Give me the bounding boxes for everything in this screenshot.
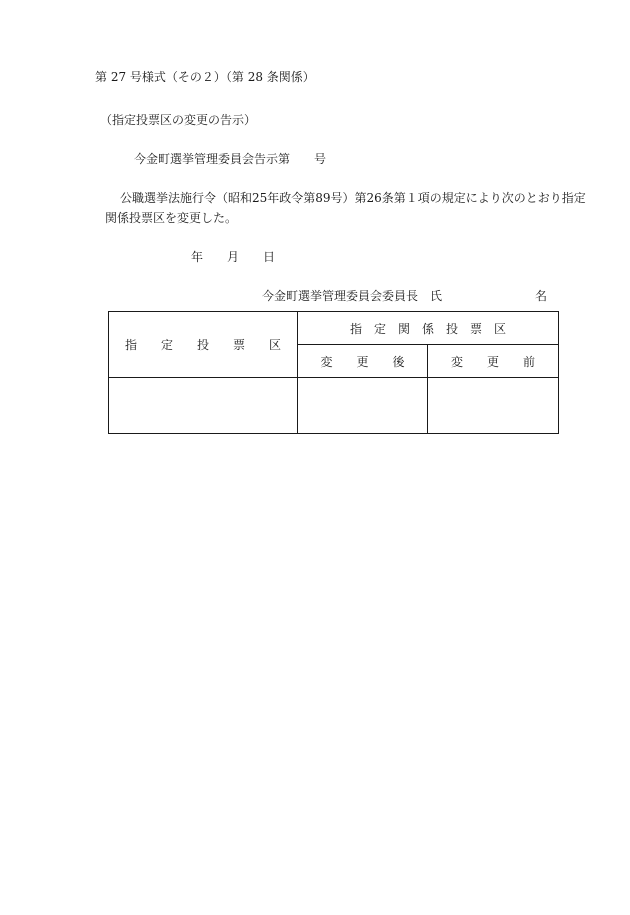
- table-header-row: [109, 312, 559, 345]
- header-designated-district: 指 定 投 票 区: [109, 312, 298, 378]
- notice-number: 今金町選挙管理委員会告示第 号: [134, 152, 327, 166]
- header-after-change: 変 更 後: [298, 345, 428, 378]
- body-text-line-2: 関係投票区を変更した。: [105, 211, 238, 225]
- body-text-line-1: 公職選挙法施行令（昭和25年政令第89号）第26条第１項の規定により次のとおり指定: [120, 191, 586, 205]
- table-row: [109, 378, 559, 434]
- form-title: 第 27 号様式（その２）（第 28 条関係）: [95, 70, 315, 84]
- cell-designated-district[interactable]: [109, 378, 298, 434]
- notice-subtitle: （指定投票区の変更の告示）: [100, 113, 257, 127]
- signature-name-suffix: 名: [535, 289, 548, 303]
- header-related-district: 指 定 関 係 投 票 区: [298, 312, 559, 345]
- cell-after-change[interactable]: [298, 378, 428, 434]
- date-line: 年 月 日: [191, 250, 276, 264]
- header-before-change: 変 更 前: [428, 345, 559, 378]
- polling-district-change-table: [108, 311, 559, 434]
- cell-before-change[interactable]: [428, 378, 559, 434]
- signature-title: 今金町選挙管理委員会委員長 氏: [262, 289, 443, 303]
